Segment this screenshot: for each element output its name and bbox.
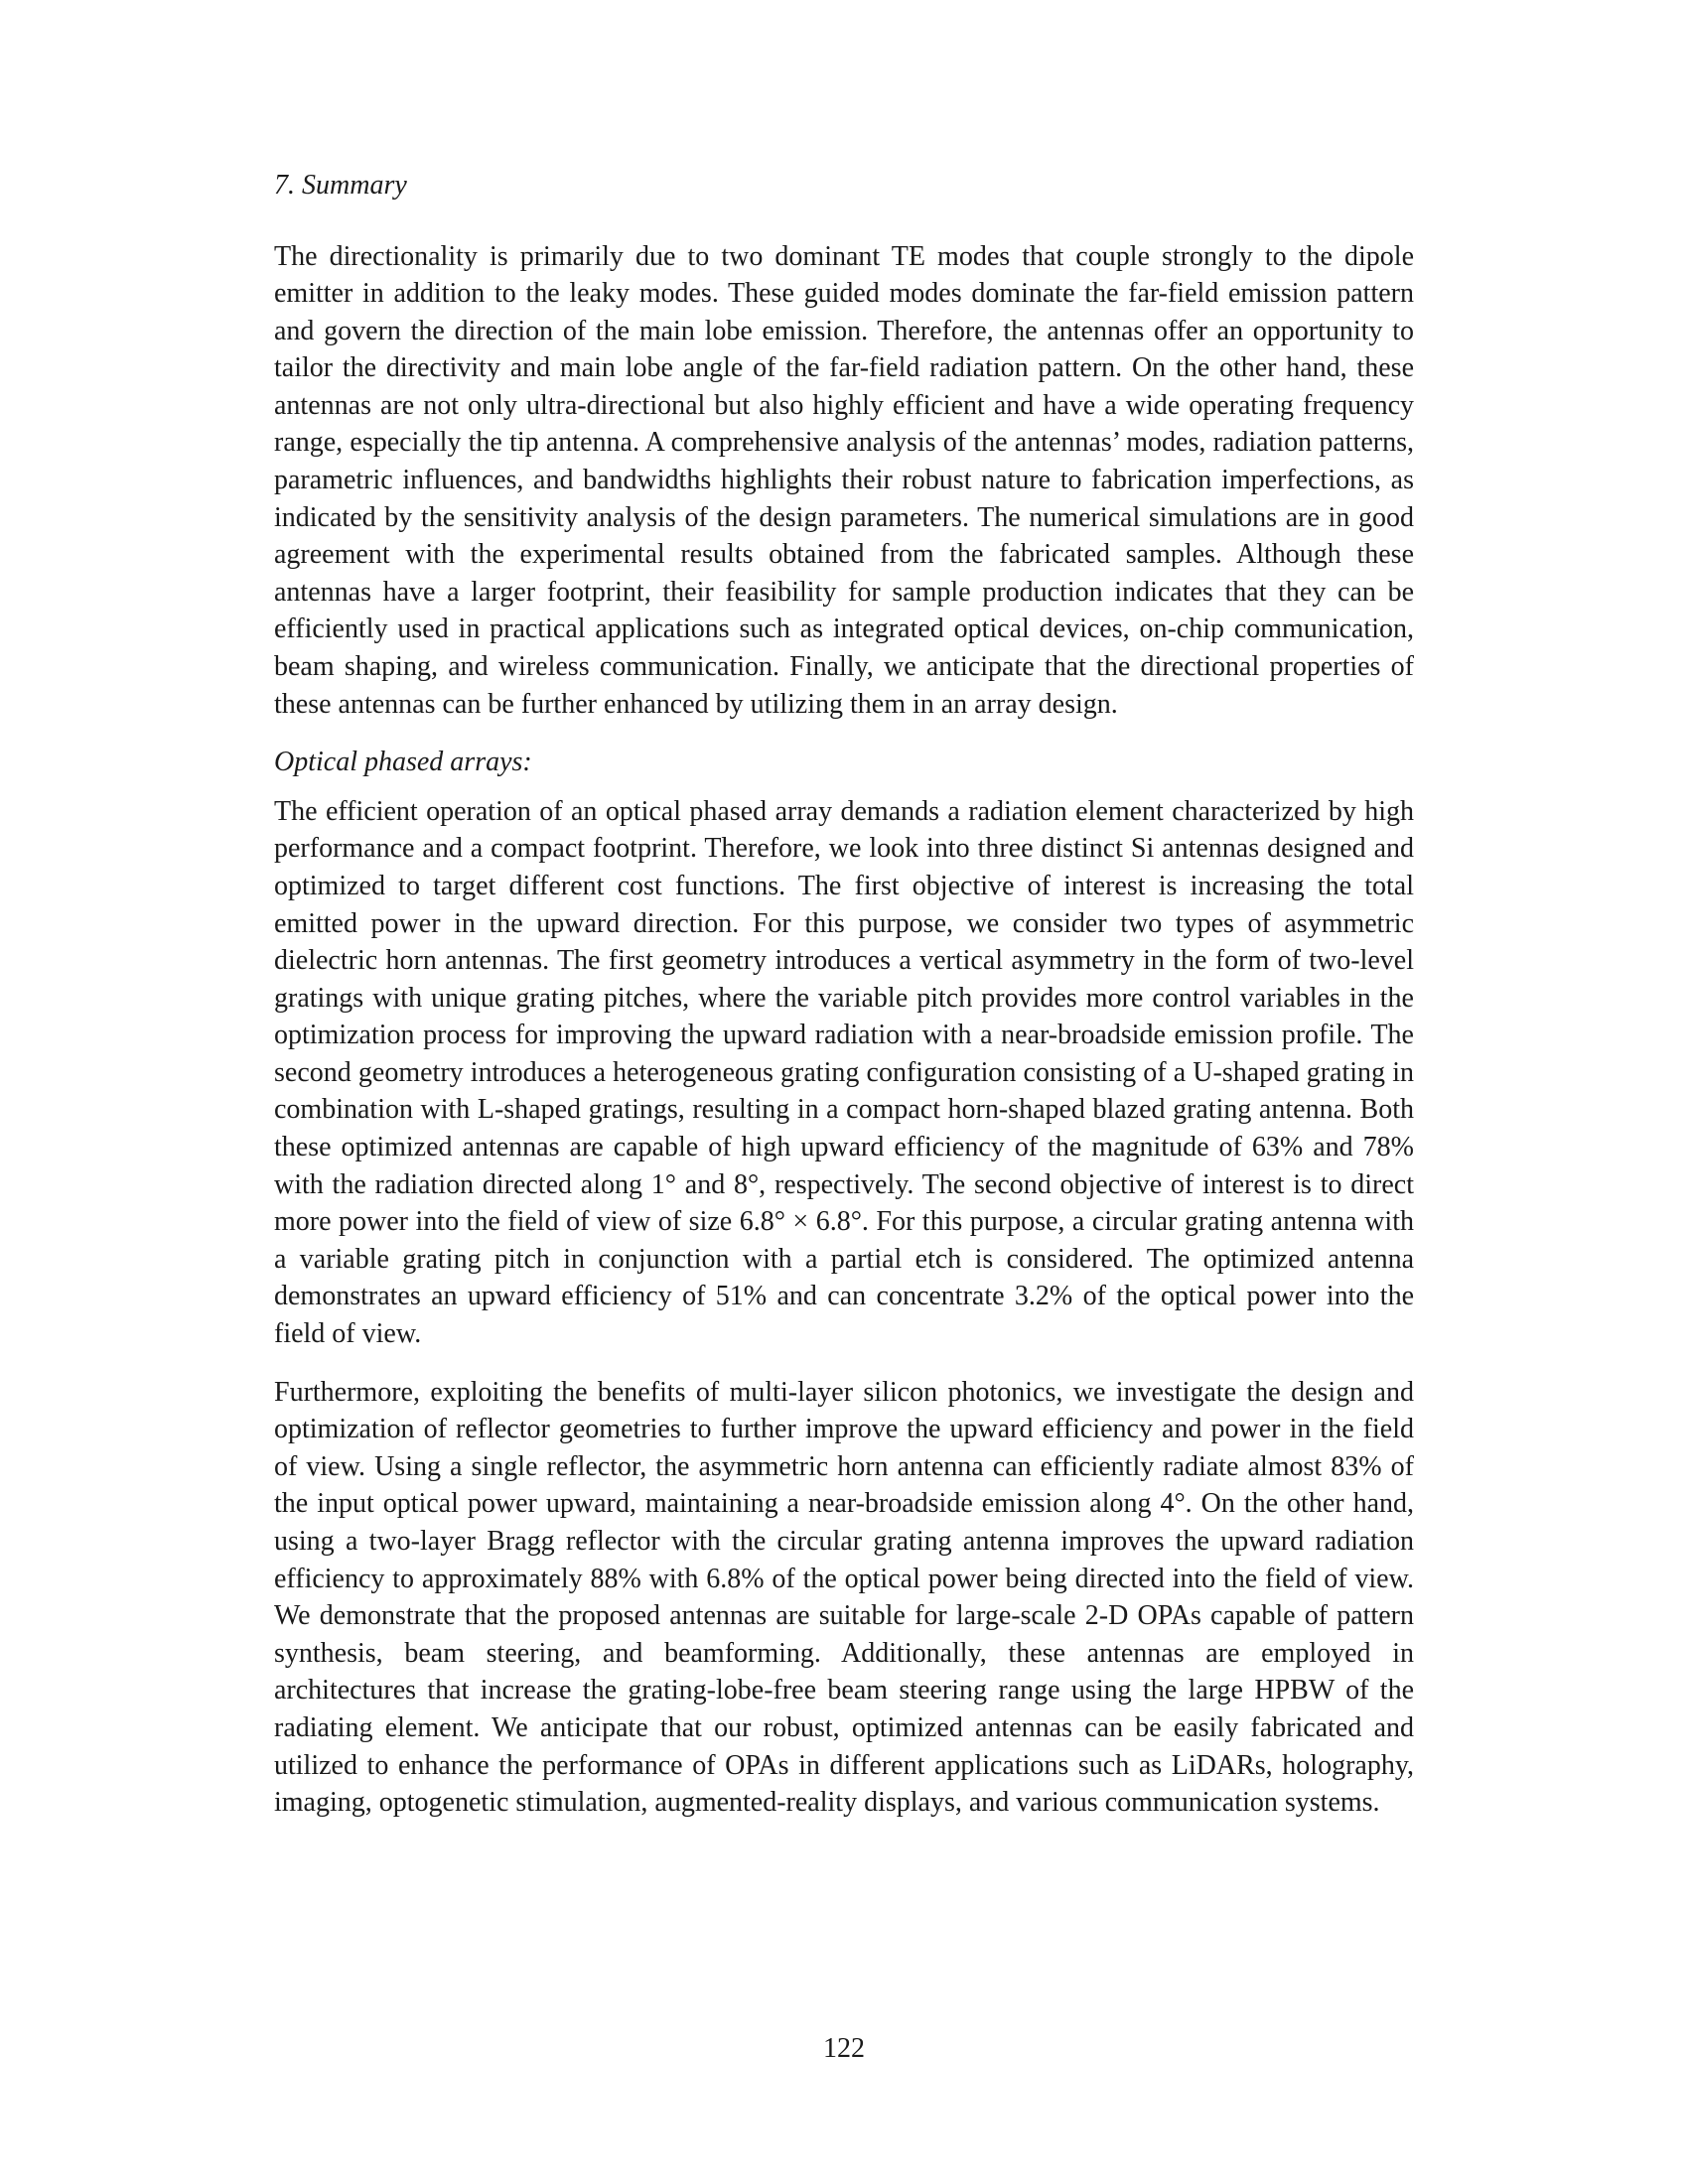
opa-paragraph-2: Furthermore, exploiting the benefits of multi-layer silicon photonics, we investigate the design and optimization of reflector geometries to further improve the upward efficiency and power in the field of view. Using a single reflector, the asymmetric horn antenna can efficiently radiate almost 83% of the input optical power upward, maintaining a near-broadside emission along 4°. On the other hand, using a two-layer Bragg reflector with the circular grating antenna improves the upward radiation efficiency to approximately 88% with 6.8% of the optical power being directed into the field of view. We demonstrate that the proposed antennas are suitable for large-scale 2-D OPAs capable of pattern synthesis, beam steering, and beamforming. Additionally, these antennas are employed in architectures that increase the grating-lobe-free beam steering range using the large HPBW of the radiating element. We anticipate that our robust, optimized antennas can be easily fabricated and utilized to enhance the performance of OPAs in different applications such as LiDARs, holography, imaging, optogenetic stimulation, augmented-reality displays, and various communication systems. xyxy=(274,1376,1414,1819)
summary-paragraph: The directionality is primarily due to two dominant TE modes that couple strongly to the dipole emitter in addition to the leaky modes. These guided modes dominate the far-field emission pattern and govern the direction of the main lobe emission. Therefore, the antennas offer an opportunity to tailor the directivity and main lobe angle of the far-field radiation pattern. On the other hand, these antennas are not only ultra-directional but also highly efficient and have a wide operating frequency range, especially the tip antenna. A comprehensive analysis of the antennas’ modes, radiation patterns, parametric influences, and bandwidths highlights their robust nature to fabrication imperfections, as indicated by the sensitivity analysis of the design parameters. The numerical simulations are in good agreement with the experimental results obtained from the fabricated samples. Although these antennas have a larger footprint, their feasibility for sample production indicates that they can be efficiently used in practical applications such as integrated optical devices, on-chip communication, beam shaping, and wireless communication. Finally, we anticipate that the directional properties of these antennas can be further enhanced by utilizing them in an array design. xyxy=(274,240,1414,720)
opa-paragraph-1: The efficient operation of an optical phased array demands a radiation element characterized by high performance and a compact footprint. Therefore, we look into three distinct Si antennas designed and optimized to target different cost functions. The first objective of interest is increasing the total emitted power in the upward direction. For this purpose, we consider two types of asymmetric dielectric horn antennas. The first geometry introduces a vertical asymmetry in the form of two-level gratings with unique grating pitches, where the variable pitch provides more control variables in the optimization process for improving the upward radiation with a near-broadside emission profile. The second geometry introduces a heterogeneous grating configuration consisting of a U-shaped grating in combination with L-shaped gratings, resulting in a compact horn-shaped blazed grating antenna. Both these optimized antennas are capable of high upward efficiency of the magnitude of 63% and 78% with the radiation directed along 1° and 8°, respectively. The second objective of interest is to direct more power into the field of view of size 6.8° × 6.8°. For this purpose, a circular grating antenna with a variable grating pitch in conjunction with a partial etch is considered. The optimized antenna demonstrates an upward efficiency of 51% and can concentrate 3.2% of the optical power into the field of view. xyxy=(274,795,1414,1350)
page-number: 122 xyxy=(823,2033,865,2064)
section-heading: 7. Summary xyxy=(274,170,407,201)
subheading-optical-phased-arrays: Optical phased arrays: xyxy=(274,747,532,778)
page-content xyxy=(274,167,1414,1843)
